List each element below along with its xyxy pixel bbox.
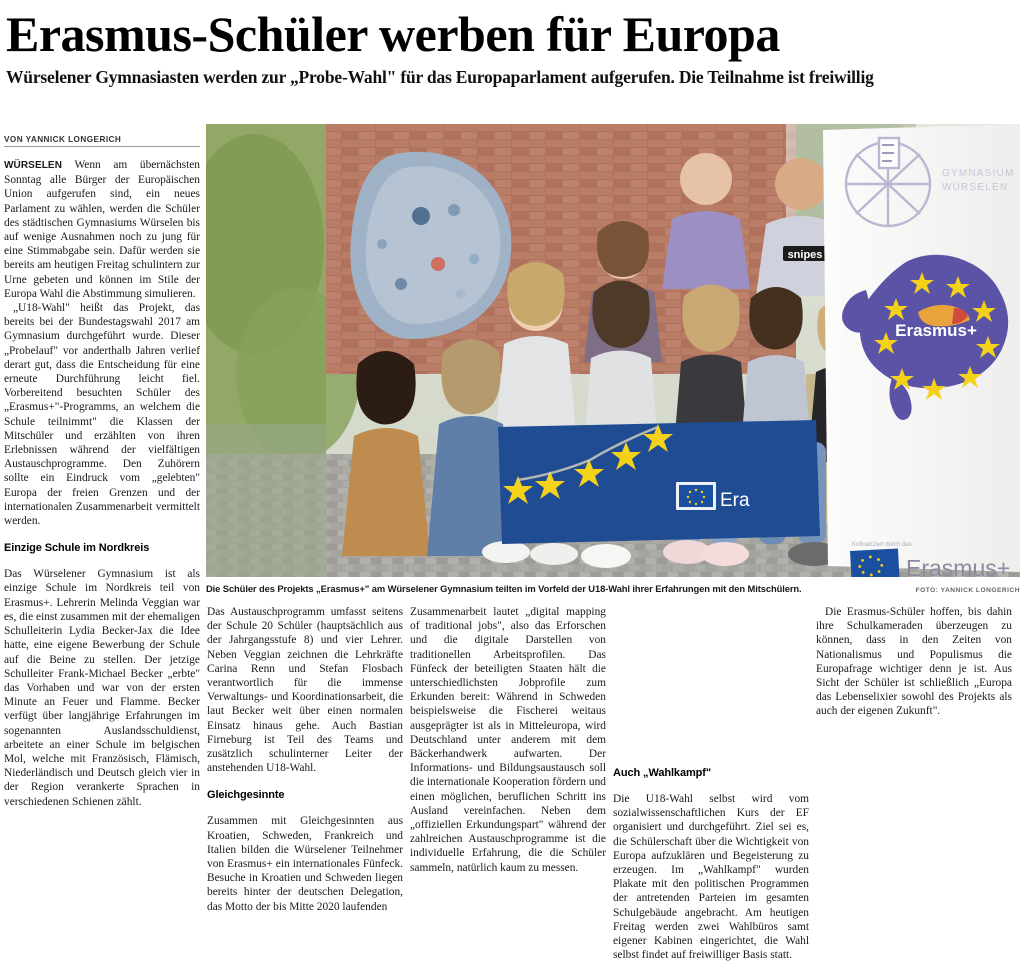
column-lower-2 <box>207 605 403 962</box>
eu-flag-erasmus-label: Era <box>720 490 750 511</box>
paragraph-3: Das Würselener Gymnasium ist als einzige Schule im Nordkreis teil von Erasmus+. Lehrerin Melinda Veggian war es, die einst zusammen mit der ehemaligen Schulleiterin Lydia Becker-Jax die Idee hatte, eine eigene Bewerbung der Schule auf die Beine zu stellen. Der jetzige Schulleiter Frank-Michael Becker „erbte" das Vorhaben und war von der ersten Minute an Feuer und Flamme. Becker verfügt über langjährige Erfahrungen im sogenannten Auslandsschuldienst, arbeitete an einer Schule im belgischen Mol, welche mit Französisch, Flämisch, Niederländisch und Deutsch gleich vier in der Region verankerte Sprachen in verschiedenen Schienen zählt. <box>4 568 200 808</box>
column-2-text <box>207 605 403 775</box>
photo-caption-row <box>206 582 1020 597</box>
paragraph-5-start: Zusammen mit Gleichgesinnten aus Kroatien, Schweden, Frankreich und Italien bilden die Würselener Teilnehmer von Erasmus+ ein internationales Fünfeck. Besuche in Kroatien und Schweden liegen bereits hinter der deutschen Delegation, das Motto der bis Mitte 2020 laufenden <box>207 815 403 913</box>
erasmus-banner <box>766 124 1020 577</box>
byline: VON YANNICK LONGERICH <box>4 135 122 144</box>
photo-illustration <box>206 124 1020 577</box>
byline-rule <box>4 146 200 147</box>
column-lower-4 <box>613 605 809 962</box>
paragraph-continuation: Zusammenarbeit lautet „digital mapping of traditional jobs", also das Erforschen und die digitale Darstellen von traditionellen Arbeitsprofilen. Das Fünfeck der beteiligten Staaten hält die unterschiedlichsten Jobprofile zum Erkunden bereit: Während in Schweden beispielsweise die Fischerei weitaus ausgeprägter ist als in Mitteleuropa, wird Deutschland unter anderem mit dem Bäckerhandwerk aufwarten. Der Informations- und Bildungsaustausch soll die internationale Kooperation fördern und einen möglichen, beruflichen Schritt ins Ausland vereinfachen. Neben dem „offiziellen Erkundungspart" während der zahlreichen Austauschprogramme ist die individuelle Erfahrung, die die Schüler sammeln, natürlich kaum zu messen. <box>410 606 606 874</box>
subhead-einzige-schule: Einzige Schule im Nordkreis <box>4 542 150 555</box>
paragraph-2: „U18-Wahl" heißt das Projekt, das bereits bei der Bundestagswahl 2017 am Gymnasium durchgeführt wurde. Dieser „Probelauf" vor anderthalb Jahren verlief derart gut, dass die Entscheidung für eine erneute Durchführung leicht fiel. Vorbereitend besuchten Schüler des „Erasmus+"-Programms, an welchem die Schule teilnimmt" die Klassen der Mitschüler und erzählten von ihren Erlebnissen während der vielfältigen Austauschprogramme. Den Zuhörern sollte ein Eindruck vom „gelebten" Europa der freien Grenzen und der internationalen Zusammenarbeit vermittelt werden. <box>4 302 200 528</box>
article-subheadline: Würselener Gymnasiasten werden zur „Probe-Wahl" für das Europaparlament aufgerufen. Die Teilnahme ist freiwillig <box>6 67 874 87</box>
page-title: Erasmus-Schüler werben für Europa <box>6 6 780 62</box>
column-3-text <box>410 605 606 875</box>
lead-paragraph <box>4 158 200 301</box>
subhead-gleichgesinnte: Gleichgesinnte <box>207 789 285 802</box>
article-photo <box>206 124 1020 577</box>
byline-block <box>4 135 200 147</box>
lead-text: Wenn am übernächsten Sonntag alle Bürger der Europäischen Union aufgerufen sind, ein neues Parlament zu wählen, werden die Schüler des städtischen Gymnasiums Würselen bis auf wenige Ausnahmen noch zu jung für eine Stimmabgabe sein. Dafür werden sie bereits am heutigen Freitag schulintern zur Urne gebeten und können im Stile der Europa Wahl die Abstimmung simulieren. <box>4 159 200 300</box>
newspaper-page <box>0 6 1024 962</box>
column-4-text <box>613 792 809 962</box>
subhead-wahlkampf: Auch „Wahlkampf" <box>613 767 711 779</box>
banner-erasmus-label: Erasmus+ <box>906 555 1011 577</box>
lower-columns <box>4 605 1020 962</box>
paragraph-4: Das Austauschprogramm umfasst seitens der Schule 20 Schüler (hauptsächlich aus der Jahrgangsstufe 8) und vier Lehrer. Neben Veggian zeichnen die Lehrkräfte Carina Renn und Stefan Flosbach verantwortlich für die immense Verwaltungs- und Koordinationsarbeit, die laut Becker weit über einen normalen Einsatz hinaus gehe. Auch Bastian Firneburg ist Teil des Teams und zusätzlich schulinterner Leiter der anstehenden U18-Wahl. <box>207 606 403 775</box>
paragraph-6: Die U18-Wahl selbst wird vom sozialwissenschaftlichen Kurs der EF organisiert und durchgeführt. Ziel sei es, die Schülerschaft über die Wichtigkeit von Europa aufzuklären und Begeisterung zu erzeugen. Im „Wahlkampf" wurden Plakate mit den politischen Programmen der antretenden Parteien im gesamten Schulgebäude angebracht. Am heutigen Freitag werden zwei Wahlbüros samt eigener Kabinen eingerichtet, die Wahl selbst findet auf freiwilliger Basis statt. <box>613 793 809 962</box>
dateline: WÜRSELEN <box>4 160 63 171</box>
paragraph-7: Die Erasmus-Schüler hoffen, bis dahin ihre Schulkameraden überzeugen zu können, dass in den Zeiten von Nationalismus und Populismus die Europafrage wichtiger denn je ist. Aus Sicht der Schüler ist schließlich „Europa das Lebenselixier sowohl des Projekts als auch der eigenen Zukunft". <box>816 606 1012 718</box>
svg-text:WÜRSELEN: WÜRSELEN <box>942 182 1009 193</box>
map-erasmus-label: Erasmus+ <box>895 321 977 340</box>
photo-caption: Die Schüler des Projekts „Erasmus+" am Würselener Gymnasium teilten im Vorfeld der U18-Wahl ihrer Erfahrungen mit den Mitschülern. <box>206 583 802 594</box>
svg-text:snipes: snipes <box>787 249 823 261</box>
photo-credit: FOTO: YANNICK LONGERICH <box>915 587 1020 594</box>
school-logo-text: GYMNASIUM <box>942 168 1015 179</box>
eu-cofunded-label: Kofinanziert durch das <box>852 542 912 548</box>
column-1-text <box>4 158 200 528</box>
column-2-text-cont <box>207 814 403 913</box>
column-5-text <box>816 605 1012 719</box>
column-lower-5 <box>816 605 1012 962</box>
column-lower-3 <box>410 605 606 962</box>
column-lower-1 <box>4 605 200 962</box>
